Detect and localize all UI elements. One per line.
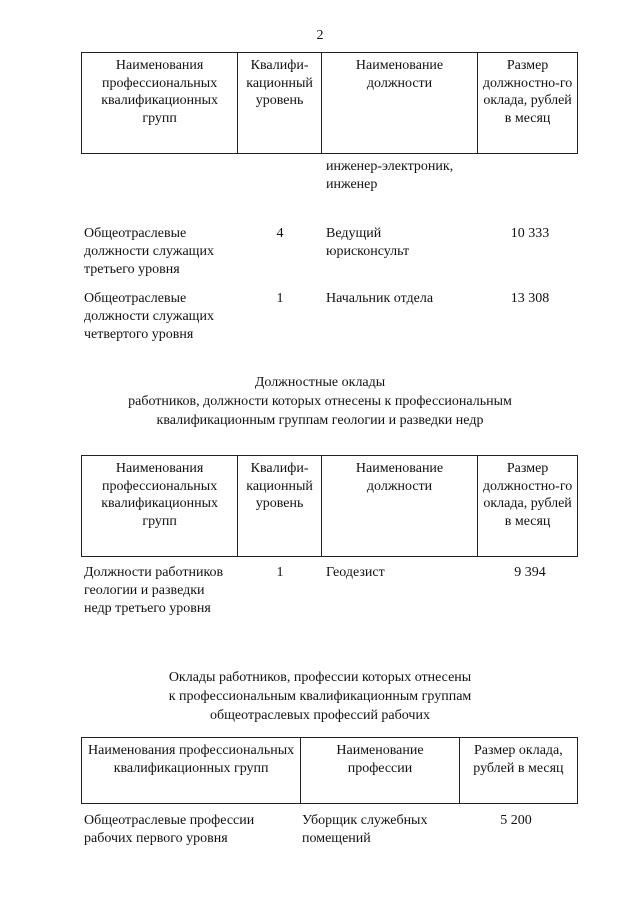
table1-row2-level: 1 xyxy=(276,291,284,306)
table1-row2-group: Общеотраслевые должности служащих четвертого уровня xyxy=(84,291,214,342)
table1-row2-position: Начальник отдела xyxy=(326,291,434,306)
section2-title-line3: квалификационным группам геологии и разведки недр xyxy=(156,413,484,428)
table1-header-group: Наименования профессиональных квалификационных групп xyxy=(82,53,238,154)
section3-title-line3: общеотраслевых профессий рабочих xyxy=(210,708,430,723)
section2-title-line1: Должностные оклады xyxy=(254,375,386,390)
section3-title-line2: к профессиональным квалификационным группам xyxy=(168,689,472,704)
table1-row1-position: Ведущий юрисконсульт xyxy=(326,226,410,259)
table1-row2-salary: 13 308 xyxy=(510,291,550,306)
table1-row1-salary: 10 333 xyxy=(510,226,550,241)
table2-row1-level: 1 xyxy=(276,565,284,580)
table3-header-group: Наименования профессиональных квалификационных групп xyxy=(82,738,301,804)
table2-header-position: Наименование должности xyxy=(321,456,477,557)
table3-header-profession: Наименование профессии xyxy=(301,738,460,804)
table2-header-level: Квалифи-кационный уровень xyxy=(238,456,322,557)
table2-row1-salary: 9 394 xyxy=(514,565,546,580)
table2-header-group: Наименования профессиональных квалификационных групп xyxy=(82,456,238,557)
section3-title-line1: Оклады работников, профессии которых отнесены xyxy=(168,670,472,685)
table1-row1-level: 4 xyxy=(276,226,284,241)
table1-header-level: Квалифи-кационный уровень xyxy=(238,53,322,154)
table3-row1-profession: Уборщик служебных помещений xyxy=(302,813,428,846)
table2-row1-position: Геодезист xyxy=(326,565,385,580)
table1-header-salary: Размер должностно-го оклада, рублей в месяц xyxy=(478,53,578,154)
table3-header xyxy=(81,737,578,804)
table3-header-salary: Размер оклада, рублей в месяц xyxy=(459,738,577,804)
table2-header xyxy=(81,455,578,557)
table3-row1-salary: 5 200 xyxy=(500,813,532,828)
table3-row1-group: Общеотраслевые профессии рабочих первого уровня xyxy=(84,813,255,846)
table2-header-salary: Размер должностно-го оклада, рублей в месяц xyxy=(478,456,578,557)
table1-header-position: Наименование должности xyxy=(321,53,477,154)
section2-title-line2: работников, должности которых отнесены к профессиональным xyxy=(128,394,512,409)
table1-header xyxy=(81,52,578,154)
page-number: 2 xyxy=(316,28,324,43)
table2-row1-group: Должности работников геологии и разведки недр третьего уровня xyxy=(84,565,224,616)
table1-row1-group: Общеотраслевые должности служащих третьего уровня xyxy=(84,226,214,277)
table1-continuation: инженер-электроник, инженер xyxy=(326,159,454,192)
